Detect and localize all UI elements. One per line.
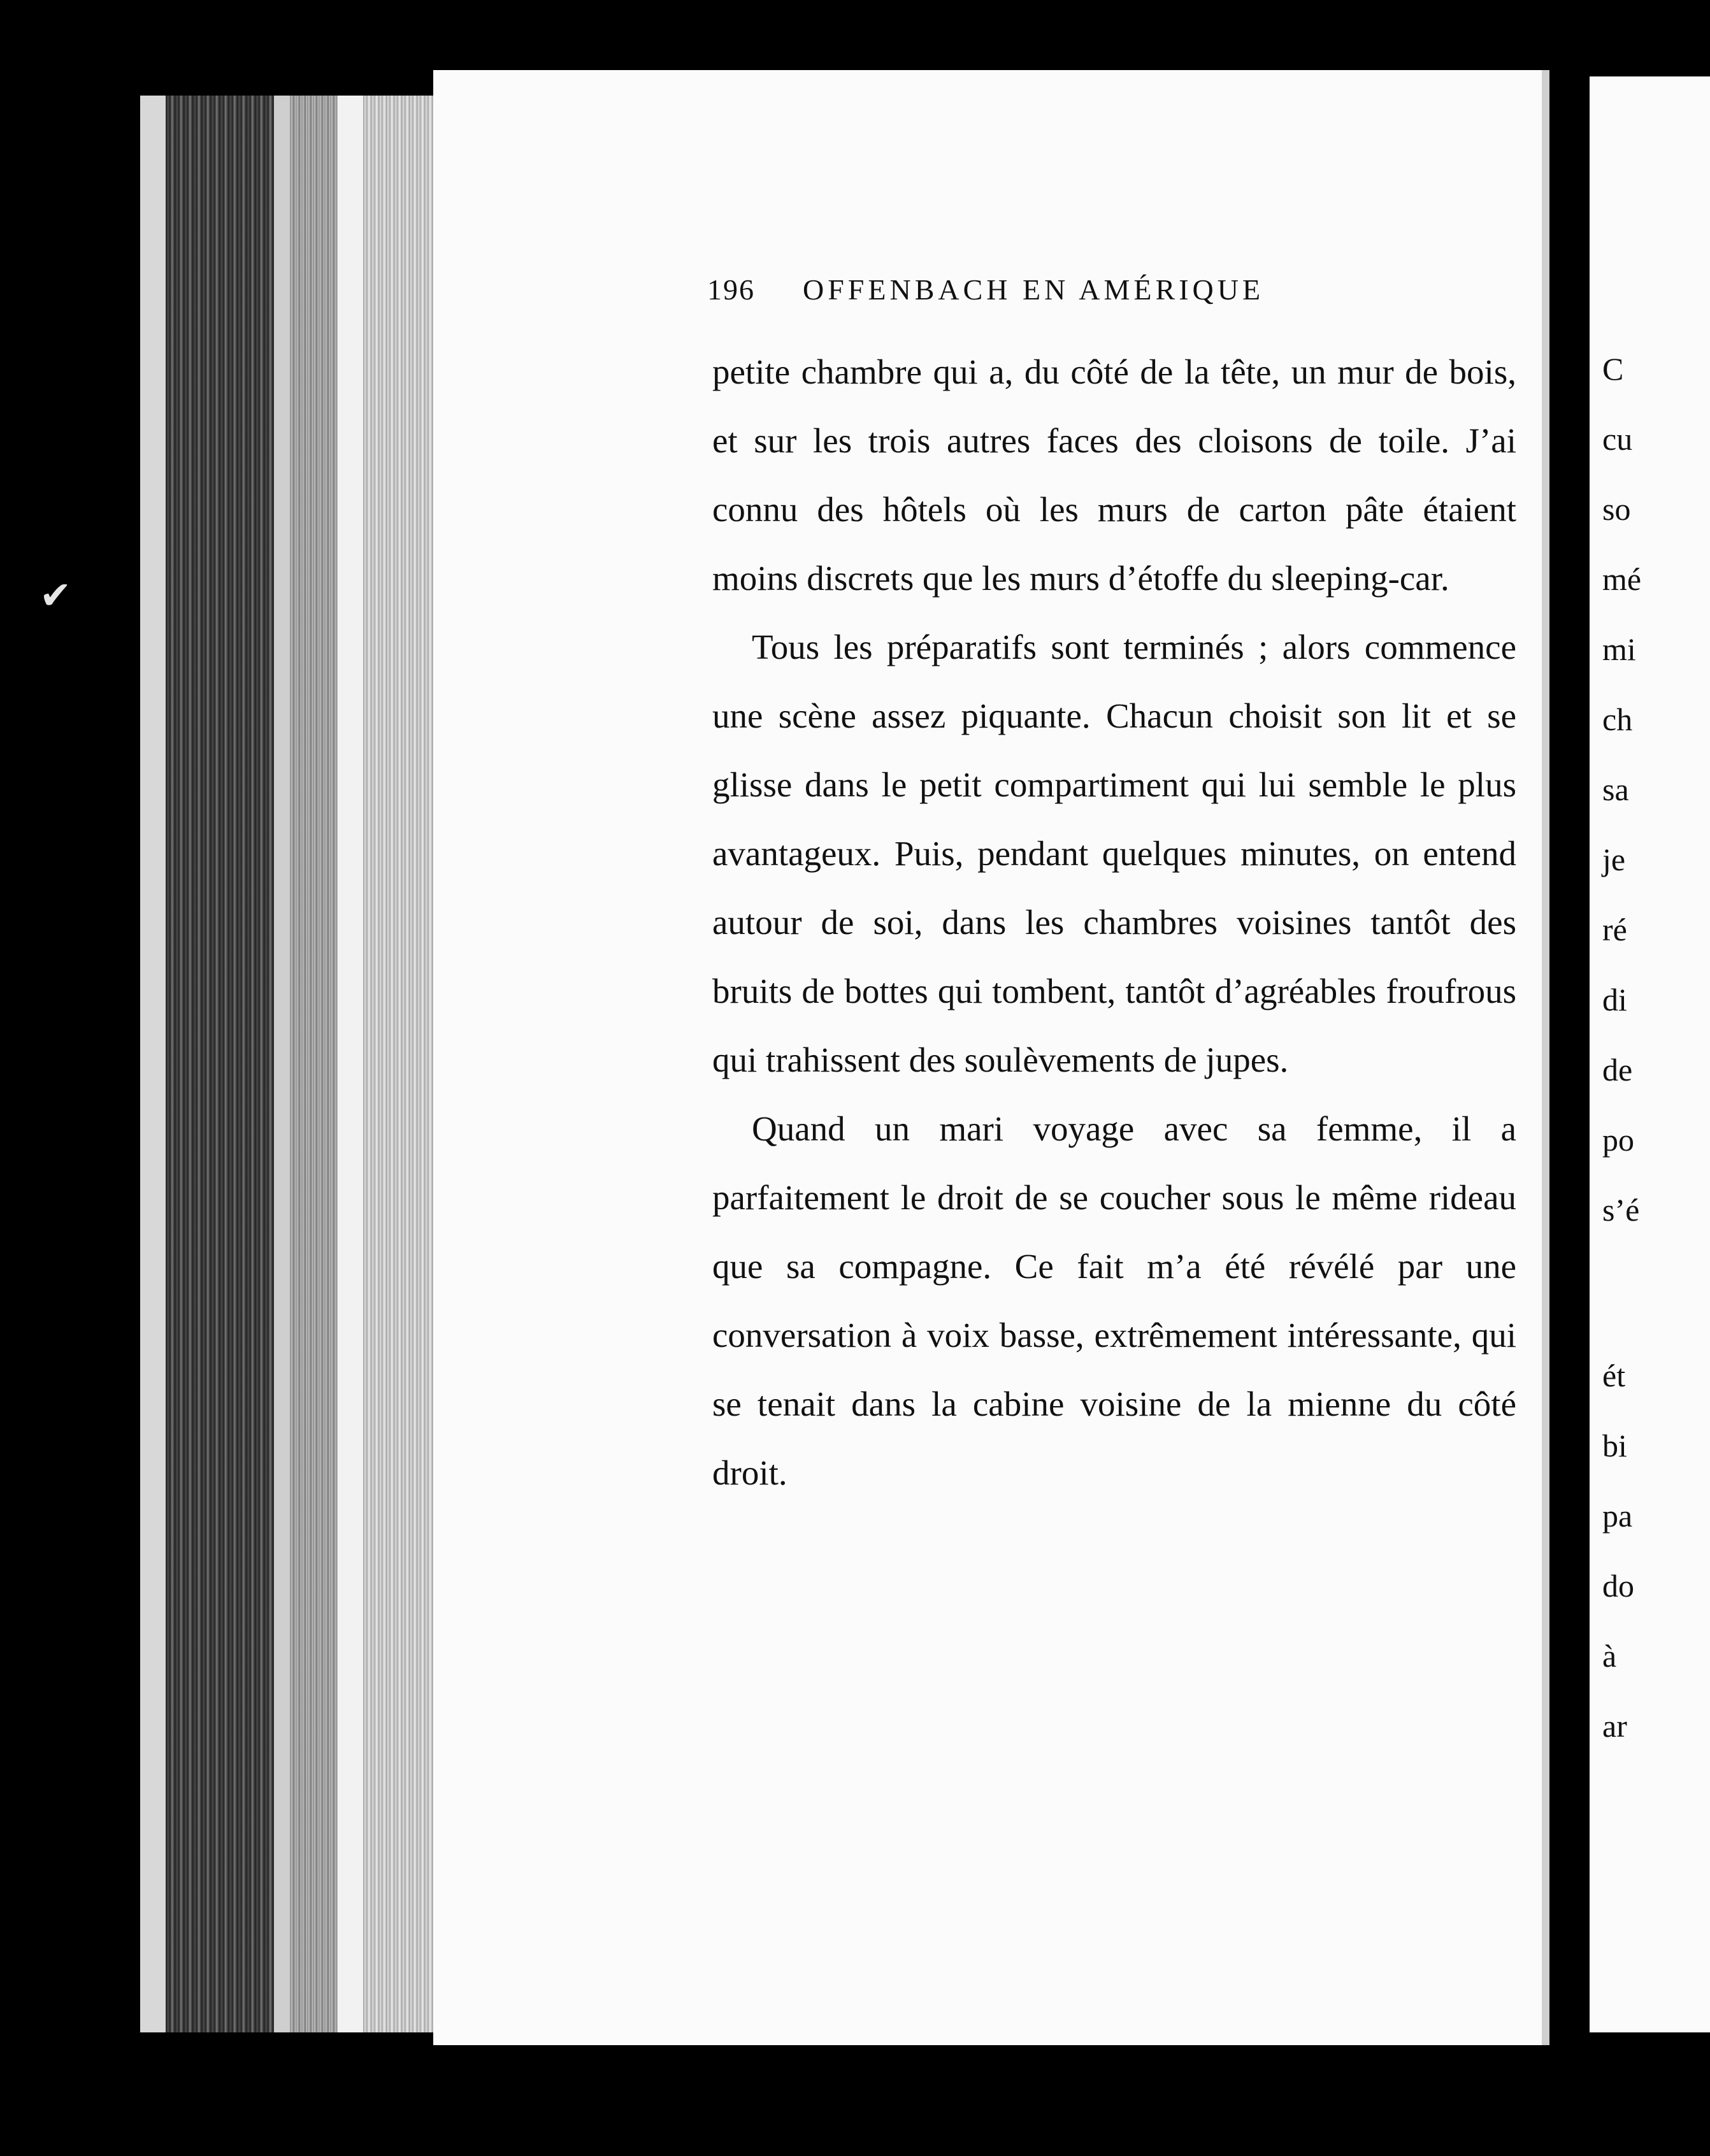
running-head-title: OFFENBACH EN AMÉRIQUE: [803, 273, 1265, 306]
page-number: 196: [707, 273, 755, 306]
body-text: [712, 338, 1516, 1507]
next-page-sliver: [1590, 76, 1710, 2032]
paragraph: Quand un mari voyage avec sa femme, il a parfaitement le droit de se coucher sous le même rideau que sa compagne. Ce fait m’a été révélé par une conversation à voix basse, extrêmement intéressante, qui se tenait dans la cabine voisine de la mienne du côté droit.: [712, 1109, 1516, 1492]
next-page-fragment: C: [1602, 351, 1624, 387]
next-page-fragment: de: [1602, 1052, 1633, 1088]
next-page-fragment: di: [1602, 982, 1627, 1017]
next-page-fragment: pa: [1602, 1498, 1633, 1534]
next-page-fragment: mé: [1602, 561, 1642, 597]
next-page-fragment: mi: [1602, 631, 1636, 667]
paragraph: Tous les préparatifs sont terminés ; alors commence une scène assez piquante. Chacun choisit son lit et se glisse dans le petit compartiment qui lui semble le plus avantageux. Puis, pendant quelques minutes, on entend autour de soi, dans les chambres voisines tantôt des bruits de bottes qui tombent, tantôt d’agréables froufrous qui trahissent des soulèvements de jupes.: [712, 628, 1516, 1079]
next-page-fragment: cu: [1602, 421, 1633, 457]
next-page-fragment: sa: [1602, 772, 1629, 807]
paragraph: petite chambre qui a, du côté de la tête, un mur de bois, et sur les trois autres faces des cloisons de toile. J’ai connu des hôtels où les murs de carton pâte étaient moins discrets que les murs d’étoffe du sleeping-car.: [712, 352, 1516, 598]
next-page-fragment: ch: [1602, 701, 1633, 737]
next-page-fragment: s’é: [1602, 1192, 1640, 1228]
next-page-fragment: po: [1602, 1122, 1634, 1158]
next-page-fragment: do: [1602, 1568, 1634, 1604]
next-page-fragment: je: [1602, 842, 1626, 877]
next-page-fragment: ar: [1602, 1708, 1627, 1744]
next-page-fragment: bi: [1602, 1428, 1627, 1463]
book-page-edges: [140, 96, 440, 2032]
running-header: [707, 273, 1363, 306]
next-page-fragment: ét: [1602, 1358, 1626, 1393]
next-page-fragment: à: [1602, 1638, 1617, 1674]
margin-mark-icon: ✔: [40, 575, 72, 617]
next-page-fragment: ré: [1602, 912, 1627, 947]
next-page-fragment: so: [1602, 491, 1631, 527]
